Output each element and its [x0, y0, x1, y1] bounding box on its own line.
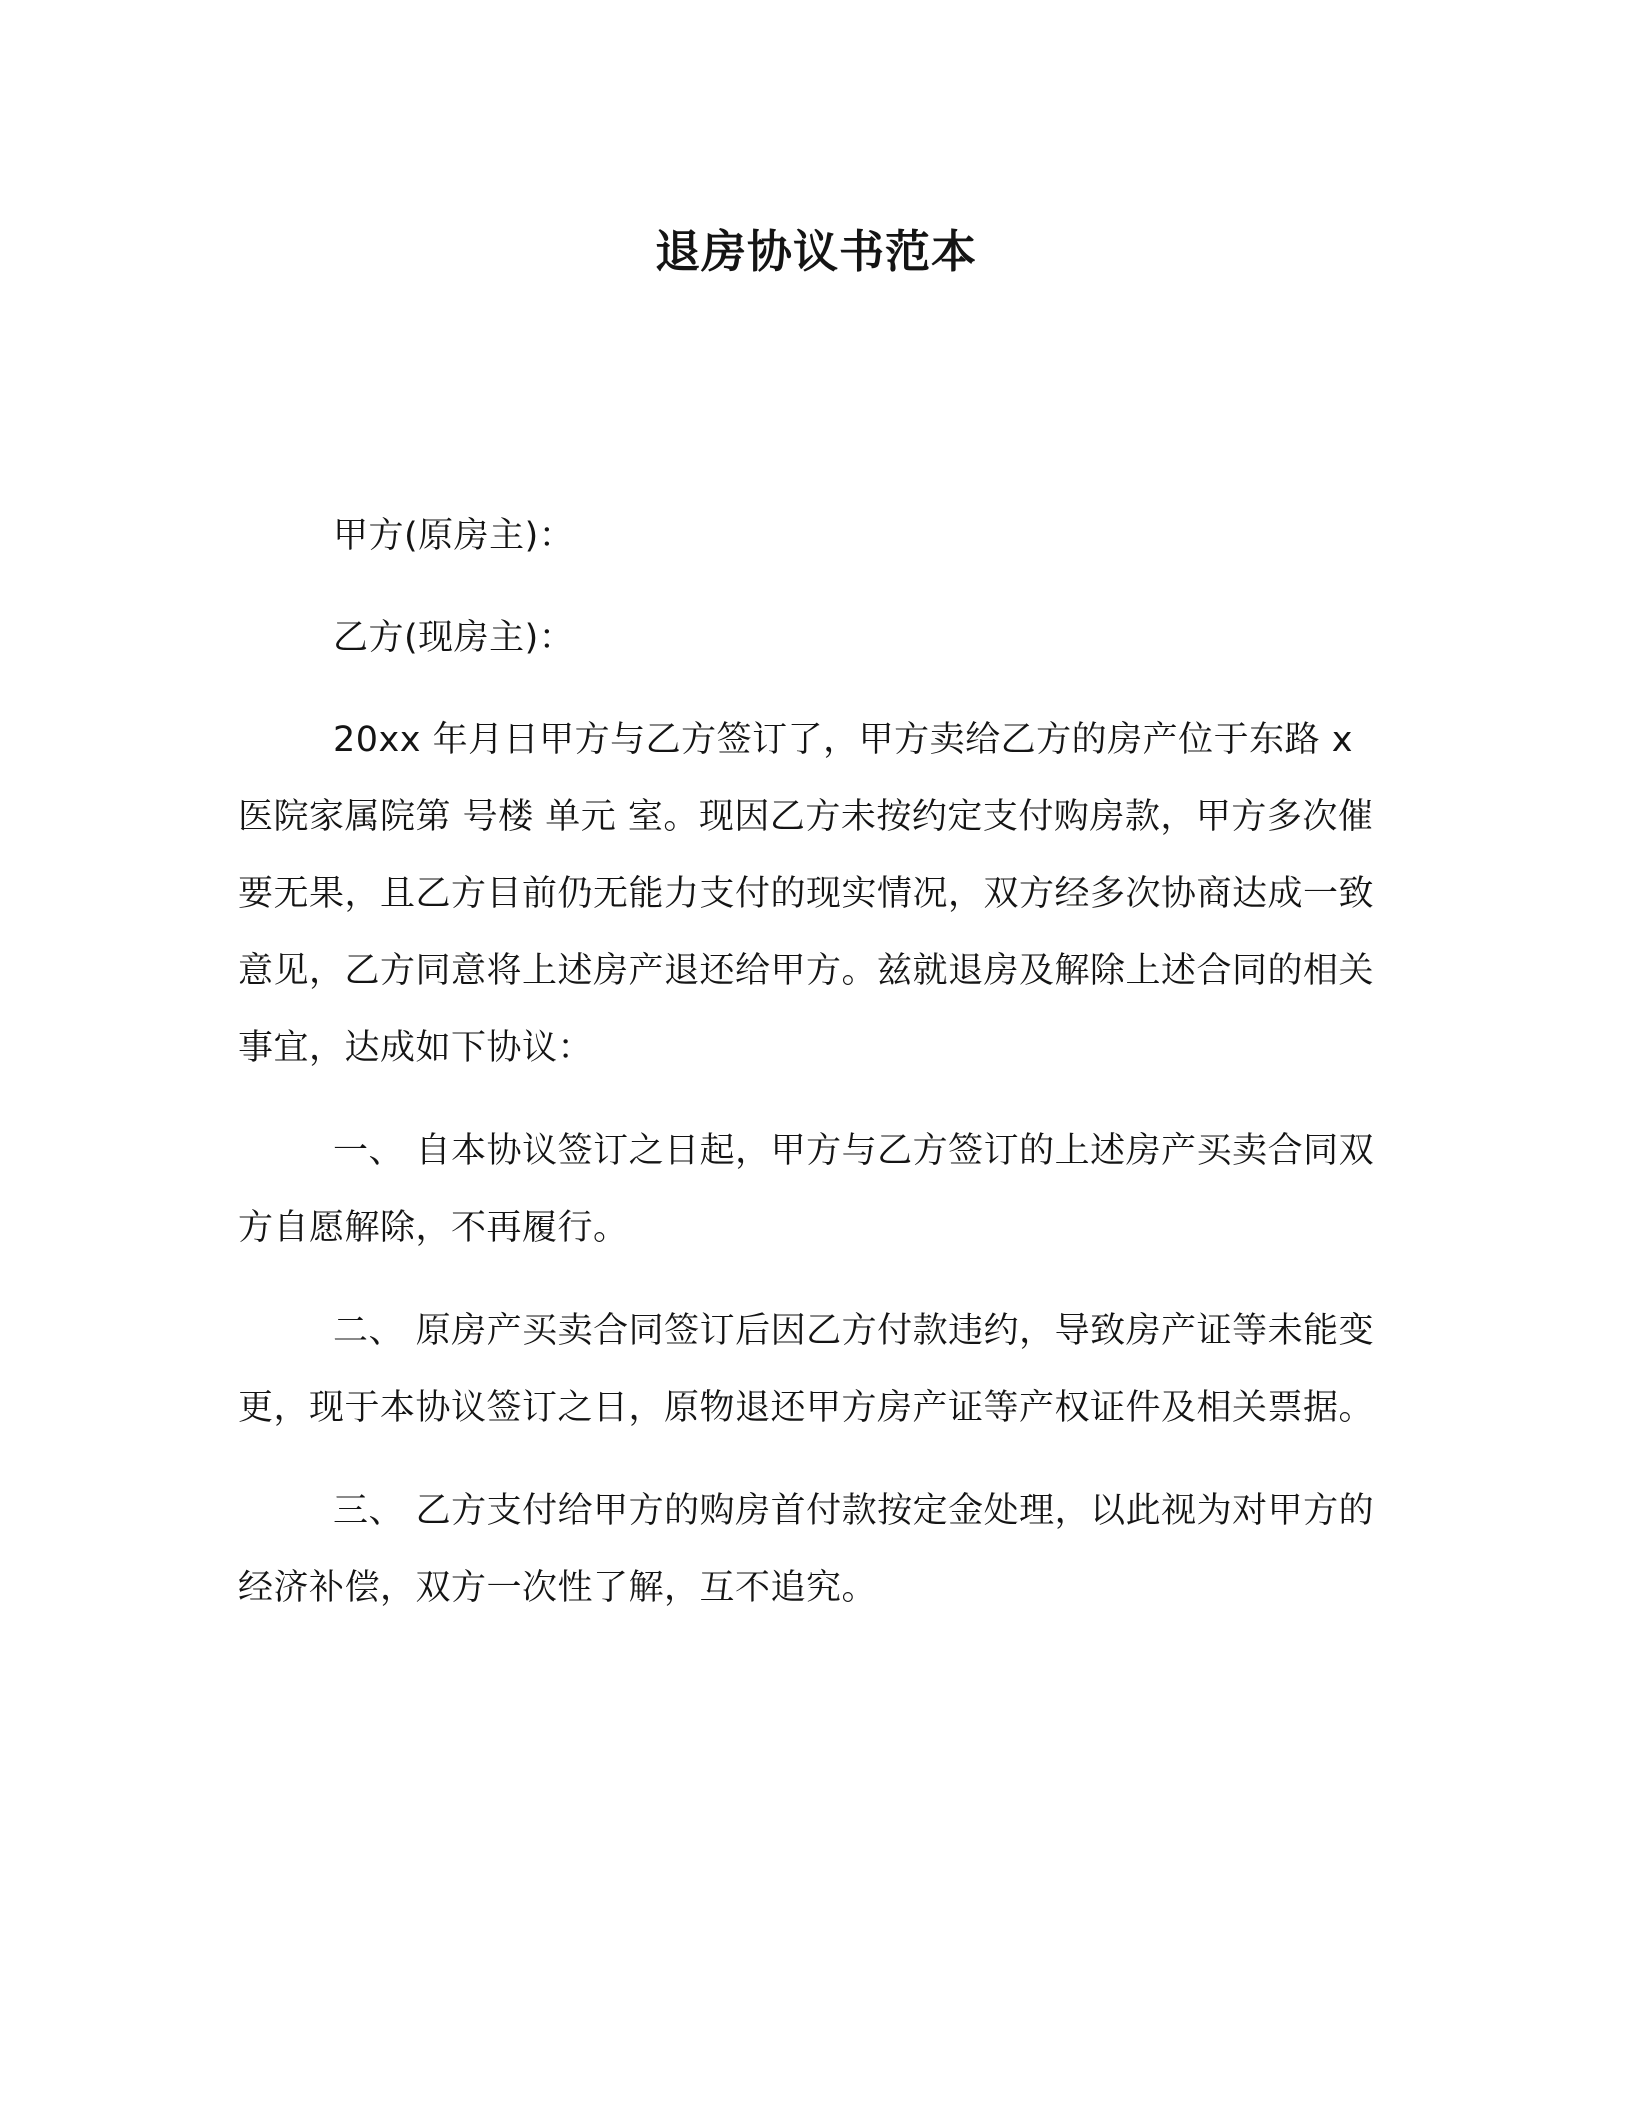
document-body	[238, 498, 1388, 1627]
clause-2: 二、 原房产买卖合同签订后因乙方付款违约，导致房产证等未能变更，现于本协议签订之日，原物退还甲方房产证等产权证件及相关票据。	[238, 1311, 1375, 1428]
clause-3: 三、 乙方支付给甲方的购房首付款按定金处理，以此视为对甲方的经济补偿，双方一次性了解，互不追究。	[238, 1491, 1375, 1608]
party-a-line: 甲方(原房主)：	[333, 516, 575, 556]
party-b-line: 乙方(现房主)：	[333, 618, 575, 658]
intro-paragraph: 20xx 年月日甲方与乙方签订了，甲方卖给乙方的房产位于东路 x 医院家属院第 号楼 单元 室。现因乙方未按约定支付购房款，甲方多次催要无果，且乙方目前仍无能力支付的现实情况，双方经多次协商达成一致意见，乙方同意将上述房产退还给甲方。兹就退房及解除上述合同的相关事宜，达成如下协议：	[238, 720, 1375, 1068]
clause-1: 一、 自本协议签订之日起，甲方与乙方签订的上述房产买卖合同双方自愿解除，不再履行。	[238, 1131, 1375, 1248]
document-title: 退房协议书范本	[654, 225, 977, 278]
